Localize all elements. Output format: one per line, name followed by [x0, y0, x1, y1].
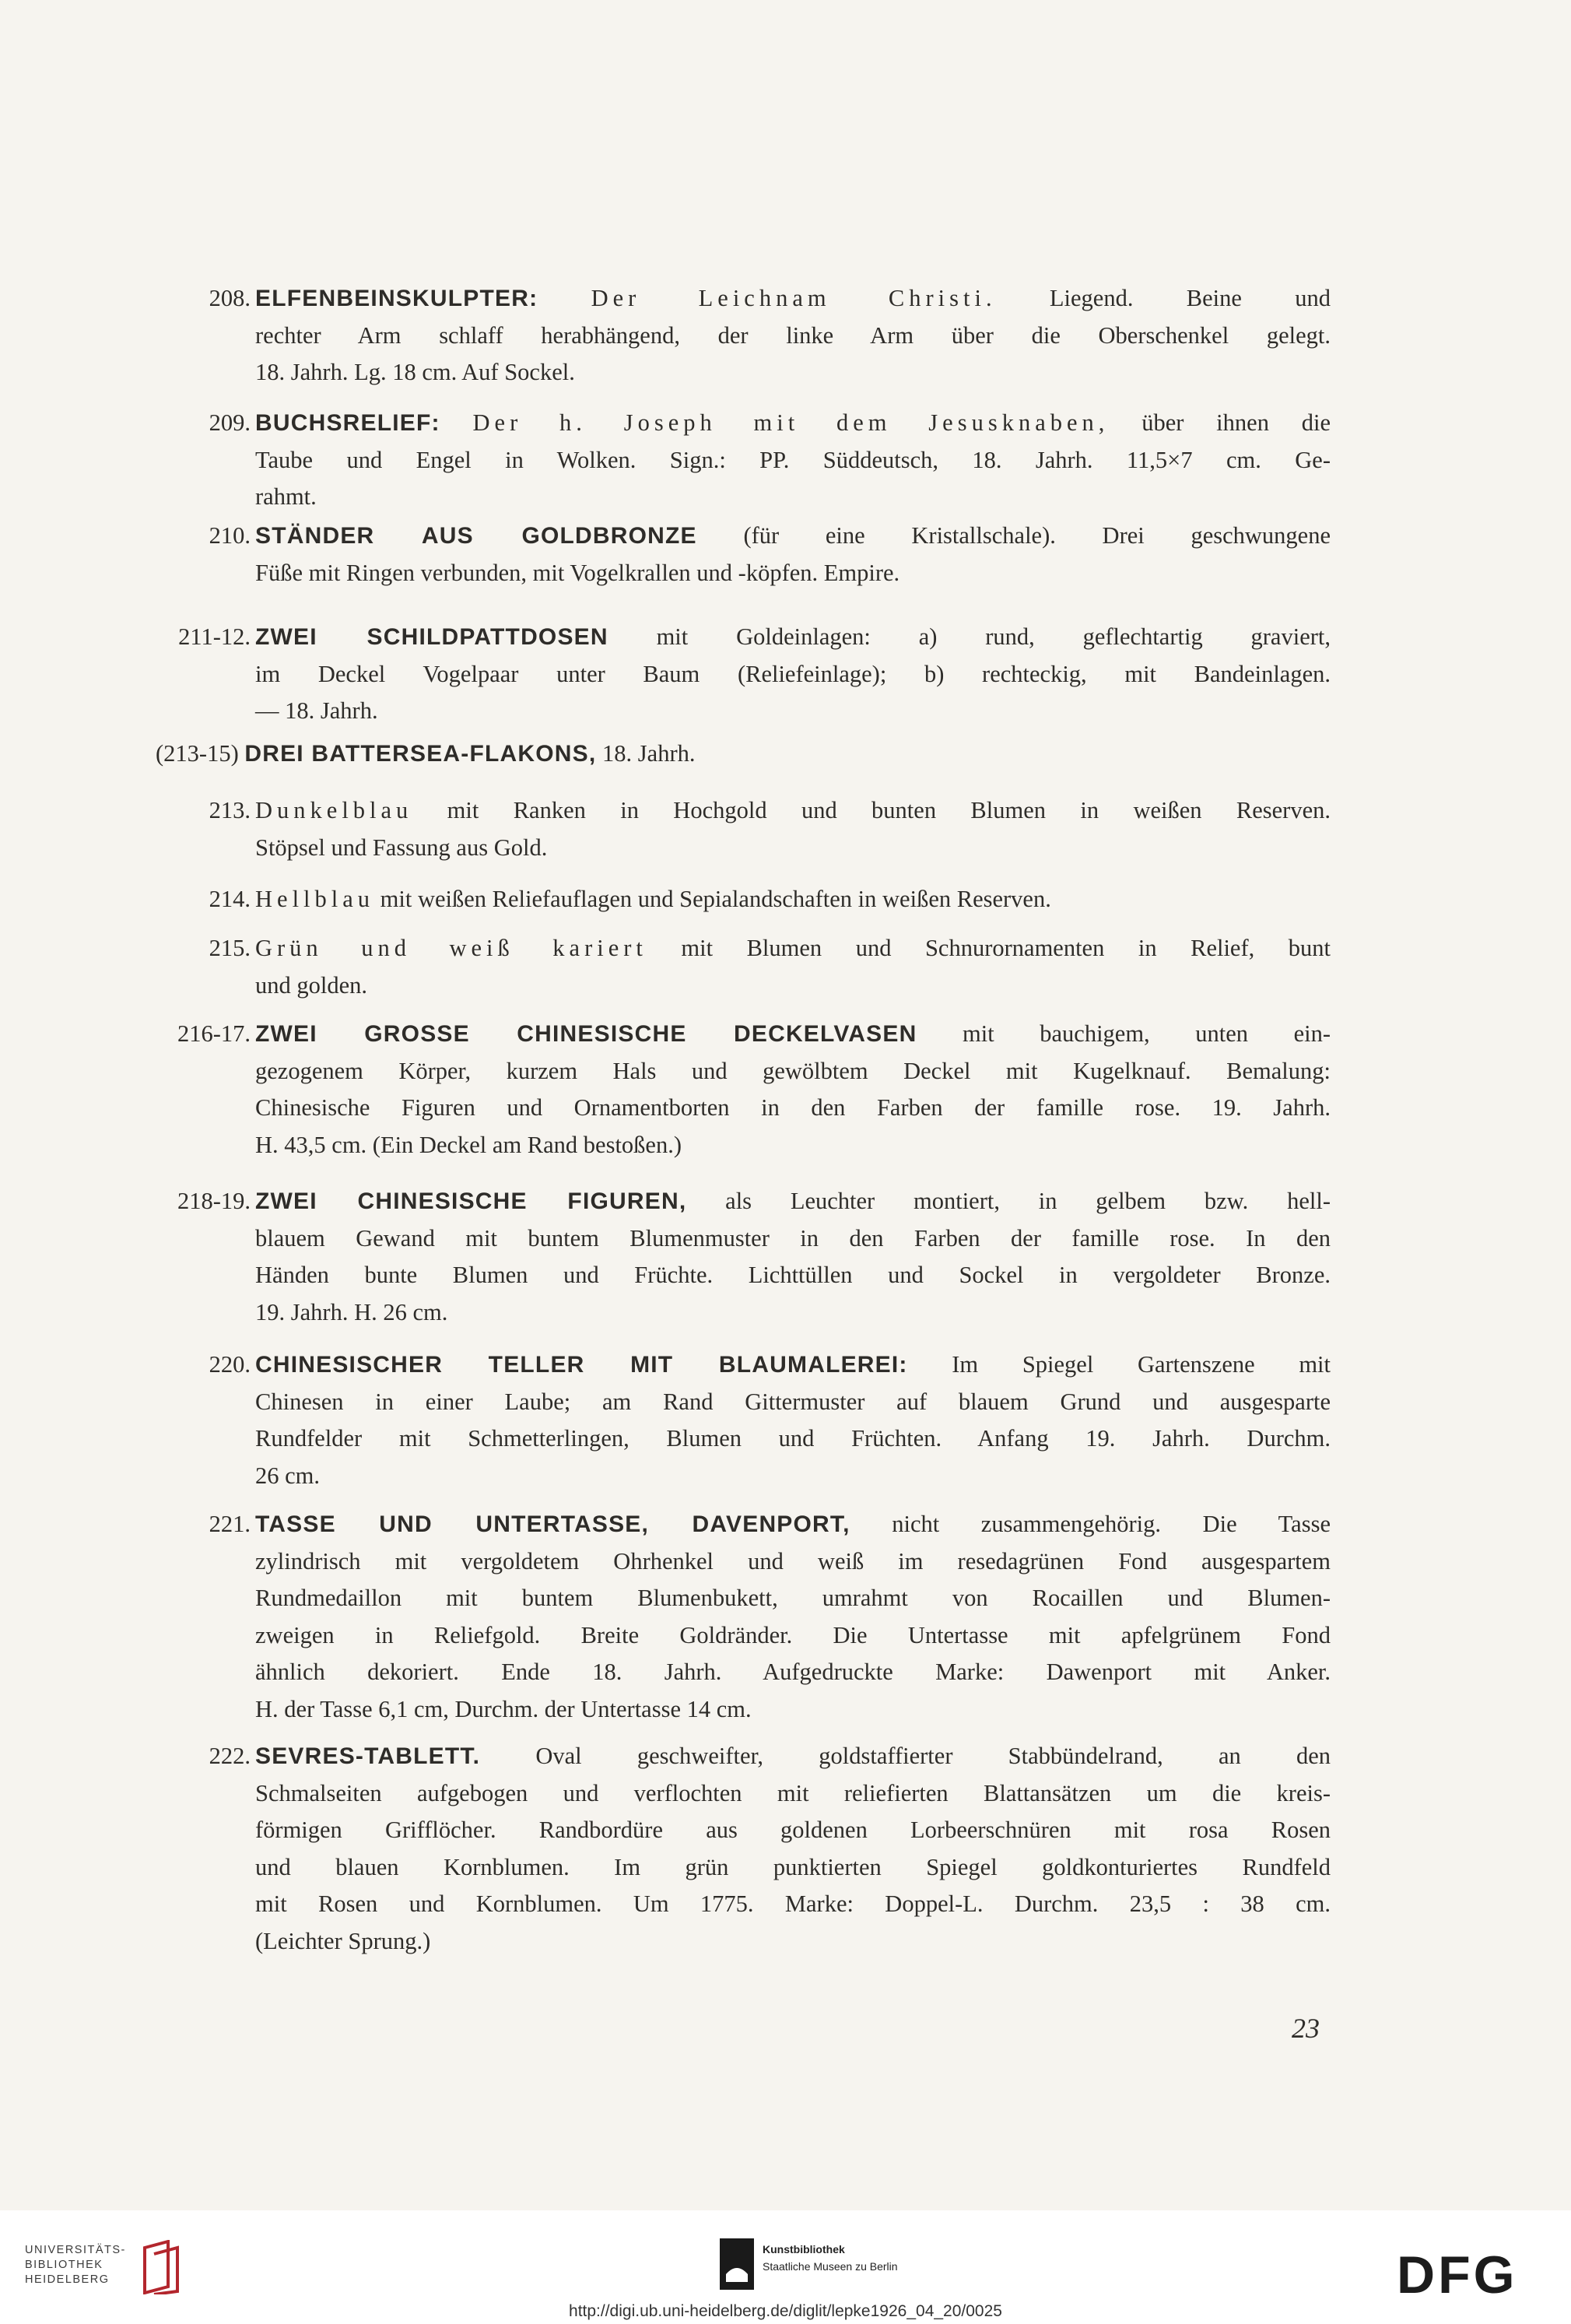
kunstbibliothek-icon: [720, 2238, 754, 2290]
text-segment: 18. Jahrh. Lg. 18 cm. Auf Sockel.: [255, 359, 575, 385]
text-line: [255, 354, 1331, 391]
text-line: [255, 1016, 1331, 1053]
text-line: [255, 1090, 1331, 1127]
catalogue-group-heading: [156, 735, 1331, 773]
text-line: [255, 1775, 1331, 1813]
text-segment: H. 43,5 cm. (Ein Deckel am Rand bestoßen.): [255, 1131, 682, 1158]
spaced-title: Grün und weiß kariert: [255, 935, 647, 961]
entry-number: 211-12.: [178, 623, 251, 650]
entry-text: [255, 1738, 1331, 1960]
text-segment: und golden.: [255, 971, 368, 999]
text-segment: zweigen in Reliefgold. Breite Goldränder. Die Untertasse mit apfelgrünem Fond: [255, 1621, 1331, 1648]
entry-number: 216-17.: [177, 1020, 251, 1047]
entry-heading: STÄNDER AUS GOLDBRONZE: [255, 523, 697, 549]
text-segment: Rundfelder mit Schmetterlingen, Blumen und Früchten. Anfang 19. Jahrh. Durchm.: [255, 1425, 1331, 1452]
entry-heading: SEVRES-TABLETT.: [255, 1743, 481, 1769]
entry-number: 214.: [209, 886, 251, 912]
text-line: [255, 1812, 1331, 1849]
entry-number: 215.: [209, 935, 251, 961]
text-segment: mit Ranken in Hochgold und bunten Blumen in weißen Reserven.: [412, 797, 1331, 823]
text-line: [255, 318, 1331, 355]
entry-heading: ZWEI CHINESISCHE FIGUREN,: [255, 1188, 687, 1214]
text-segment: mit Blumen und Schnurornamenten in Relief, bunt: [647, 935, 1331, 961]
catalogue-entry: [156, 930, 1331, 1004]
text-segment: über ihnen die: [1109, 409, 1331, 436]
text-line: [255, 1506, 1331, 1543]
text-segment: förmigen Grifflöcher. Randbordüre aus goldenen Lorbeerschnüren mit rosa Rosen: [255, 1817, 1331, 1843]
text-segment: nicht zusammengehörig. Die Tasse: [850, 1511, 1331, 1537]
text-line: [255, 1654, 1331, 1691]
text-segment: mit weißen Reliefauflagen und Sepialandschaften in weißen Reserven.: [374, 886, 1051, 912]
entry-number: 209.: [209, 409, 251, 436]
catalogue-entry: [156, 1016, 1331, 1164]
text-segment: mit Goldeinlagen: a) rund, geflechtartig graviert,: [608, 623, 1331, 650]
text-segment: [538, 285, 591, 311]
text-line: [255, 518, 1331, 555]
text-segment: gezogenem Körper, kurzem Hals und gewölbtem Deckel mit Kugelknauf. Bemalung:: [255, 1057, 1331, 1084]
spaced-title: Der h. Joseph mit dem Jesusknaben,: [472, 409, 1110, 436]
entry-text: [255, 1183, 1331, 1331]
text-line: [255, 1738, 1331, 1775]
entry-text: [255, 405, 1331, 516]
spaced-title: Hellblau: [255, 886, 375, 912]
text-segment: Oval geschweifter, goldstaffierter Stabbündelrand, an den: [480, 1743, 1331, 1769]
text-line: [255, 619, 1331, 656]
entry-number: 220.: [209, 1351, 251, 1378]
text-line: [255, 930, 1331, 967]
text-segment: (für eine Kristallschale). Drei geschwungene: [696, 522, 1331, 549]
entry-text: [255, 619, 1331, 730]
entry-heading: ZWEI SCHILDPATTDOSEN: [255, 624, 608, 650]
text-segment: als Leuchter montiert, in gelbem bzw. hell-: [686, 1188, 1331, 1214]
text-line: [255, 1458, 1331, 1495]
text-line: [255, 442, 1331, 479]
text-line: [255, 1053, 1331, 1090]
text-segment: mit Rosen und Kornblumen. Um 1775. Marke: Doppel-L. Durchm. 23,5 : 38 cm.: [255, 1890, 1331, 1917]
text-segment: rahmt.: [255, 483, 317, 510]
spaced-title: Der Leichnam Christi.: [591, 285, 997, 311]
catalogue-entry: [156, 1506, 1331, 1728]
text-segment: blauem Gewand mit buntem Blumenmuster in den Farben der famille rose. In den: [255, 1224, 1331, 1252]
catalogue-entry: [156, 1183, 1331, 1331]
text-line: [255, 830, 1331, 867]
text-segment: H. der Tasse 6,1 cm, Durchm. der Untertasse 14 cm.: [255, 1695, 752, 1722]
text-segment: und blauen Kornblumen. Im grün punktierten Spiegel goldkonturiertes Rundfeld: [255, 1853, 1331, 1880]
text-line: [156, 735, 1331, 773]
text-line: [255, 1384, 1331, 1421]
dfg-logo: DFG: [1397, 2245, 1518, 2305]
text-line: [255, 881, 1331, 918]
text-segment: [440, 409, 473, 436]
kunstbibliothek-logo: [720, 2238, 977, 2293]
text-segment: Chinesen in einer Laube; am Rand Gittermuster auf blauem Grund und ausgesparte: [255, 1388, 1331, 1415]
text-line: [255, 1294, 1331, 1332]
text-segment: — 18. Jahrh.: [255, 697, 378, 724]
entry-text: [255, 518, 1331, 592]
text-line: [255, 1886, 1331, 1923]
text-line: [255, 479, 1331, 516]
text-line: [255, 1580, 1331, 1617]
text-line: [255, 656, 1331, 693]
catalogue-entry: [156, 280, 1331, 391]
entry-text: [255, 1346, 1331, 1494]
entry-number: 218-19.: [177, 1188, 251, 1214]
entry-number: 210.: [209, 522, 251, 549]
text-line: [255, 1346, 1331, 1384]
text-segment: Schmalseiten aufgebogen und verflochten mit reliefierten Blattansätzen um die kreis-: [255, 1779, 1331, 1806]
entry-text: [255, 881, 1331, 918]
text-segment: zylindrisch mit vergoldetem Ohrhenkel und weiß im resedagrünen Fond ausgespartem: [255, 1547, 1331, 1574]
university-library-name: UNIVERSITÄTS- BIBLIOTHEK HEIDELBERG: [25, 2244, 126, 2286]
text-segment: 18. Jahrh.: [596, 740, 696, 767]
text-line: [255, 405, 1331, 442]
text-line: [255, 1257, 1331, 1294]
entry-heading: DREI BATTERSEA-FLAKONS,: [244, 741, 597, 767]
entry-number: 221.: [209, 1511, 251, 1537]
catalogue-entry: [156, 881, 1331, 918]
text-line: [255, 1183, 1331, 1220]
text-segment: ähnlich dekoriert. Ende 18. Jahrh. Aufgedruckte Marke: Dawenport mit Anker.: [255, 1659, 1331, 1685]
entry-heading: TASSE UND UNTERTASSE, DAVENPORT,: [255, 1511, 850, 1537]
text-line: [255, 1923, 1331, 1961]
text-segment: (Leichter Sprung.): [255, 1927, 431, 1954]
text-line: [255, 280, 1331, 318]
entry-text: [255, 280, 1331, 391]
text-line: [255, 1691, 1331, 1729]
text-segment: mit bauchigem, unten ein-: [917, 1020, 1331, 1047]
catalogue-entry: [156, 405, 1331, 516]
text-line: [255, 1420, 1331, 1458]
university-logo-icon: [139, 2240, 185, 2294]
text-segment: Händen bunte Blumen und Früchte. Lichttüllen und Sockel in vergoldeter Bronze.: [255, 1262, 1331, 1288]
entry-text: [255, 1506, 1331, 1728]
catalogue-entry: [156, 619, 1331, 730]
digitization-footer: [0, 2210, 1571, 2324]
text-segment: Stöpsel und Fassung aus Gold.: [255, 834, 548, 861]
entry-heading: ZWEI GROSSE CHINESISCHE DECKELVASEN: [255, 1021, 917, 1047]
entry-number: 208.: [209, 285, 251, 311]
entry-heading: CHINESISCHER TELLER MIT BLAUMALEREI:: [255, 1352, 908, 1378]
entry-number: 222.: [209, 1743, 251, 1769]
text-segment: Liegend. Beine und: [996, 285, 1331, 311]
catalogue-entry: [156, 792, 1331, 866]
entry-heading: ELFENBEINSKULPTER:: [255, 286, 538, 311]
kunstbibliothek-title: Kunstbibliothek: [763, 2243, 845, 2256]
catalogue-entry: [156, 518, 1331, 592]
text-segment: Chinesische Figuren und Ornamentborten in den Farben der famille rose. 19. Jahrh.: [255, 1094, 1331, 1121]
page-number: 23: [1292, 2013, 1320, 2044]
text-line: [255, 1849, 1331, 1887]
text-segment: Füße mit Ringen verbunden, mit Vogelkrallen und -köpfen. Empire.: [255, 559, 900, 586]
text-line: [255, 693, 1331, 730]
entry-text: [255, 792, 1331, 866]
text-segment: 26 cm.: [255, 1462, 321, 1489]
text-line: [255, 1617, 1331, 1655]
kunstbibliothek-subtitle: Staatliche Museen zu Berlin: [763, 2260, 898, 2273]
source-url-link[interactable]: http://digi.ub.uni-heidelberg.de/diglit/lepke1926_04_20/0025: [569, 2302, 1002, 2320]
text-line: [255, 1543, 1331, 1581]
text-segment: rechter Arm schlaff herabhängend, der linke Arm über die Oberschenkel gelegt.: [255, 321, 1331, 349]
text-segment: Im Spiegel Gartenszene mit: [907, 1351, 1331, 1378]
text-line: [255, 555, 1331, 592]
text-segment: 19. Jahrh. H. 26 cm.: [255, 1298, 448, 1325]
text-segment: Rundmedaillon mit buntem Blumenbukett, umrahmt von Rocaillen und Blumen-: [255, 1585, 1331, 1611]
entry-text: [255, 930, 1331, 1004]
entry-number: 213.: [209, 797, 251, 823]
text-segment: im Deckel Vogelpaar unter Baum (Reliefeinlage); b) rechteckig, mit Bandeinlagen.: [255, 660, 1331, 687]
text-line: [255, 967, 1331, 1005]
text-line: [255, 1220, 1331, 1258]
text-segment: Taube und Engel in Wolken. Sign.: PP. Süddeutsch, 18. Jahrh. 11,5×7 cm. Ge-: [255, 446, 1331, 473]
text-line: [255, 1127, 1331, 1164]
catalogue-entry: [156, 1346, 1331, 1494]
entry-heading: BUCHSRELIEF:: [255, 410, 440, 436]
entry-text: [255, 1016, 1331, 1164]
catalogue-entry: [156, 1738, 1331, 1960]
text-segment: (213-15): [156, 740, 245, 767]
text-line: [255, 792, 1331, 830]
entry-text: [156, 735, 1331, 773]
spaced-title: Dunkelblau: [255, 797, 413, 823]
